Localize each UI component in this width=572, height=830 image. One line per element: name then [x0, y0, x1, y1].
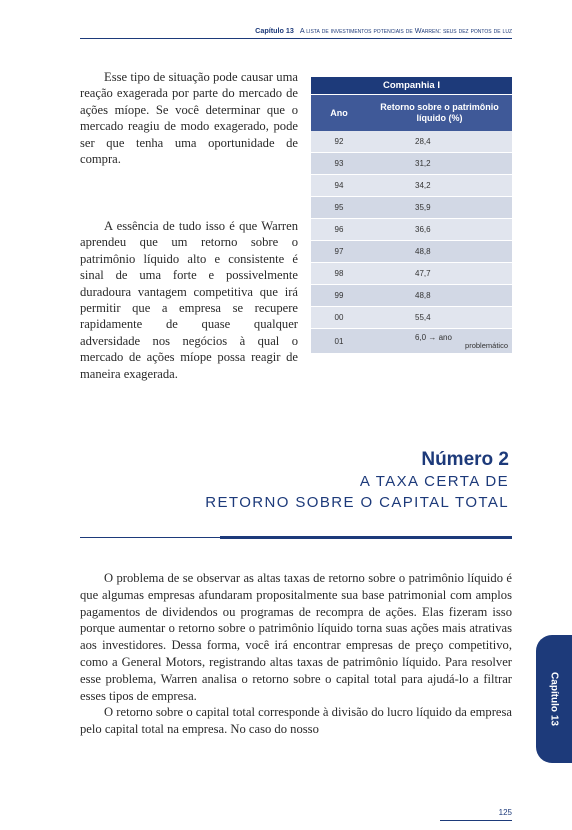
- return-value: 47,7: [415, 269, 431, 278]
- table-row: [311, 197, 512, 219]
- section-number: Número 2: [421, 449, 509, 470]
- paragraph-4: O retorno sobre o capital total corresponde à divisão do lucro líquido da empresa pelo capital total na empresa. No caso do nosso: [80, 705, 512, 737]
- return-value: 34,2: [415, 181, 431, 190]
- table-row: [311, 153, 512, 175]
- roe-table: [311, 77, 512, 354]
- section-title-line-2: RETORNO SOBRE O CAPITAL TOTAL: [205, 493, 509, 511]
- page-number-rule: [440, 820, 512, 821]
- year-cell: 93: [334, 159, 344, 168]
- header-rule: [80, 38, 512, 39]
- table-row: [311, 175, 512, 197]
- table-row: [311, 263, 512, 285]
- year-cell: 00: [334, 313, 344, 322]
- section-title: [109, 472, 509, 513]
- side-tab-label: Capítulo 13: [548, 672, 560, 726]
- year-cell: 97: [334, 247, 344, 256]
- year-cell: 99: [334, 291, 344, 300]
- year-cell: 98: [334, 269, 344, 278]
- return-value: 48,8: [415, 247, 431, 256]
- section-title-line-1: A TAXA CERTA DE: [359, 473, 509, 490]
- year-cell: 01: [334, 336, 344, 346]
- return-cell: [367, 225, 512, 234]
- paragraph-3: O problema de se observar as altas taxas de retorno sobre o patrimônio líquido é que algumas empresas afundaram propositalmente sua base patrimonial com amplos pagamentos de dividendos ou programas de recompra de ações. Elas fizeram isso porque aumentar o retorno sobre o patrimônio líquido torna suas ações mais atrativas aos investidores. Dessa forma, você irá encontrar empresas de preço competitivo, como a General Motors, registrando altas taxas de patrimônio líquido. Para resolver esse problema, Warren analisa o retorno sobre o capital total para ajudá-lo a filtrar esses tipos de empresa.: [80, 571, 512, 703]
- table-header-row: [311, 94, 512, 131]
- page-number: 125: [498, 808, 512, 817]
- body-text-lower: [80, 570, 512, 738]
- table-row: [311, 307, 512, 329]
- return-cell: [367, 203, 512, 212]
- year-cell: 96: [334, 225, 344, 234]
- return-value: 36,6: [415, 225, 431, 234]
- column-header-return: Retorno sobre o patrimônio líquido (%): [380, 102, 499, 123]
- header-chapter-title: A lista de investimentos potenciais de Warren: seus dez pontos de luz: [299, 26, 512, 35]
- running-header: [80, 26, 512, 35]
- return-value: 55,4: [415, 313, 431, 322]
- return-cell: [367, 159, 512, 168]
- table-row: [311, 285, 512, 307]
- return-value: 28,4: [415, 137, 431, 146]
- year-cell: 95: [334, 203, 344, 212]
- return-cell: [367, 333, 512, 350]
- return-value: 6,0 → ano: [415, 332, 452, 342]
- table-body: [311, 131, 512, 354]
- return-cell: [367, 181, 512, 190]
- table-title: Companhia I: [311, 77, 512, 94]
- table-row: [311, 329, 512, 354]
- return-cell: [367, 137, 512, 146]
- table-row: [311, 241, 512, 263]
- return-cell: [367, 247, 512, 256]
- table-row: [311, 131, 512, 153]
- return-value: 48,8: [415, 291, 431, 300]
- header-chapter-label: Capítulo 13: [255, 26, 294, 35]
- return-value: 35,9: [415, 203, 431, 212]
- return-value: 31,2: [415, 159, 431, 168]
- return-cell: [367, 313, 512, 322]
- section-rule-thick: [220, 536, 512, 539]
- return-cell: [367, 269, 512, 278]
- chapter-side-tab: [536, 635, 572, 763]
- column-header-year: Ano: [330, 108, 348, 118]
- paragraph-2: A essência de tudo isso é que Warren aprendeu que um retorno sobre o patrimônio líquido alto e consistente é sinal de uma forte e possivelmente duradoura vantagem competitiva que irá permitir que a empresa se recupere rapidamente de quase qualquer adversidade nos negócios à qual o mercado de ações míope possa reagir de maneira exagerada.: [80, 219, 298, 381]
- return-cell: [367, 291, 512, 300]
- paragraph-1: Esse tipo de situação pode causar uma reação exagerada por parte do mercado de ações míope. Se você determinar que o mercado reagiu de modo exagerado, pode ser que tenha uma oportunidade de compra.: [80, 70, 298, 167]
- year-cell: 94: [334, 181, 344, 190]
- table-row: [311, 219, 512, 241]
- year-cell: 92: [334, 137, 344, 146]
- paragraph-2-wrapped: [80, 218, 298, 382]
- return-note: problemático: [465, 340, 508, 350]
